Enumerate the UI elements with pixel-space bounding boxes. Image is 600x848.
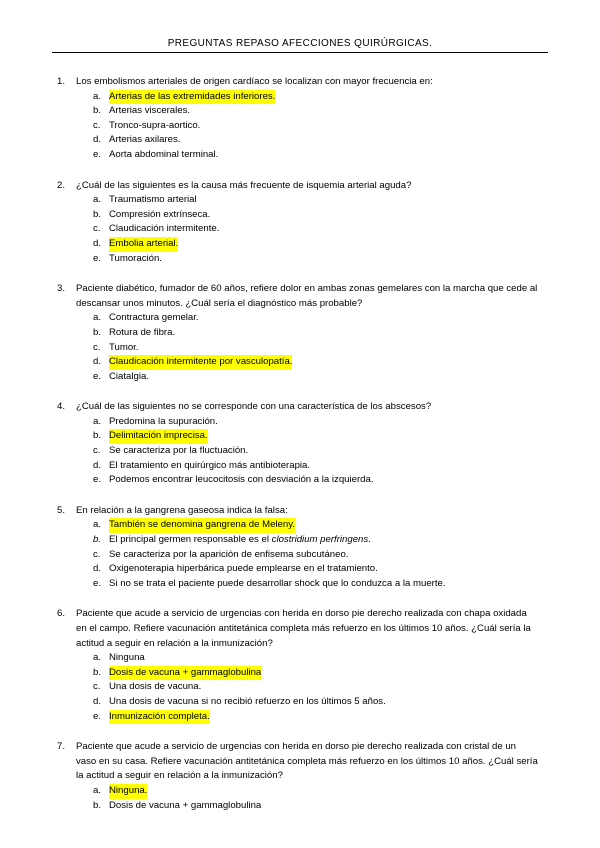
question-2 [0, 179, 600, 267]
answer-option [0, 341, 600, 356]
question-1 [0, 75, 600, 163]
answer-option [0, 193, 600, 208]
question-7 [0, 740, 600, 813]
highlighted-answer-text [109, 355, 292, 370]
question-number: 4. [57, 401, 66, 413]
option-text [109, 415, 218, 430]
option-text-main: Ninguna. [109, 784, 148, 796]
answer-option [0, 666, 600, 681]
option-text-main: Una dosis de vacuna si no recibió refuerzo en los últimos 5 años. [109, 695, 386, 707]
question-text: Paciente que acude a servicio de urgencias con herida en dorso pie derecho realizada con chapa oxidada en el campo. Refiere vacunación antitetánica completa más refuerzo en los últimos 10 años. ¿Cuál sería la actitud a seguir en relación a la inmunización? [76, 608, 531, 649]
option-letter: b. [93, 208, 102, 220]
option-text-main: Arterias viscerales. [109, 105, 191, 117]
question-4 [0, 400, 600, 488]
answer-option [0, 326, 600, 341]
option-letter: b. [93, 430, 102, 442]
option-text-main: Traumatismo arterial [109, 194, 197, 206]
option-text [109, 326, 175, 341]
option-letter: e. [93, 710, 102, 722]
option-letter: c. [93, 341, 101, 353]
option-letter: d. [93, 695, 102, 707]
answer-option [0, 311, 600, 326]
option-text-main: Delimitación imprecisa. [109, 430, 208, 442]
option-text-main: Una dosis de vacuna. [109, 681, 202, 693]
answer-option [0, 548, 600, 563]
option-text-main: Se caracteriza por la fluctuación. [109, 445, 249, 457]
highlighted-answer-text [109, 666, 261, 681]
highlighted-answer-text [109, 237, 178, 252]
option-text-main: Tumoración. [109, 252, 162, 264]
option-text-main: El tratamiento en quirúrgico más antibioterapia. [109, 459, 311, 471]
highlighted-answer-text [109, 784, 147, 799]
answer-option [0, 237, 600, 252]
option-letter: c. [93, 223, 101, 235]
answer-option [0, 119, 600, 134]
option-text [109, 133, 180, 148]
option-text-main: Dosis de vacuna + gammaglobulina [109, 799, 262, 811]
option-letter: a. [93, 415, 102, 427]
option-letter: a. [93, 90, 102, 102]
answer-option [0, 651, 600, 666]
option-letter: c. [93, 119, 101, 131]
option-letter: a. [93, 519, 102, 531]
answer-option [0, 208, 600, 223]
question-number: 5. [57, 504, 66, 516]
option-text [109, 148, 218, 163]
option-letter: c. [93, 548, 101, 560]
option-text [109, 680, 201, 695]
option-letter: a. [93, 652, 102, 664]
option-text-main: Ninguna [109, 652, 145, 664]
option-letter: e. [93, 577, 102, 589]
option-text [109, 208, 210, 223]
option-letter: b. [93, 534, 102, 546]
option-text-main: El principal germen responsable es el [109, 534, 272, 546]
option-text-main: Predomina la supuración. [109, 415, 218, 427]
option-letter: e. [93, 370, 102, 382]
option-text-main: Se caracteriza por la aparición de enfisema subcutáneo. [109, 548, 349, 560]
option-letter: e. [93, 252, 102, 264]
answer-option [0, 429, 600, 444]
option-list [0, 651, 600, 724]
option-letter: b. [93, 799, 102, 811]
option-letter: e. [93, 148, 102, 160]
option-list [0, 415, 600, 488]
answer-option [0, 444, 600, 459]
highlighted-answer-text [109, 710, 210, 725]
answer-option [0, 252, 600, 267]
option-text-main: Podemos encontrar leucocitosis con desviación a la izquierda. [109, 474, 374, 486]
question-6 [0, 607, 600, 724]
option-letter: e. [93, 474, 102, 486]
question-text: Paciente que acude a servicio de urgencias con herida en dorso pie derecho realizada con cristal de un vaso en su casa. Refiere vacunación antitetánica completa más refuerzo en los últimos 10 años. ¿Cuál sería la actitud a seguir en relación a la inmunización? [76, 741, 538, 782]
option-letter: c. [93, 681, 101, 693]
question-5 [0, 504, 600, 592]
option-text-main: Dosis de vacuna + gammaglobulina [109, 666, 262, 678]
page-header: PREGUNTAS REPASO AFECCIONES QUIRÚRGICAS. [167, 38, 433, 49]
highlighted-answer-text [109, 518, 295, 533]
option-text [109, 104, 190, 119]
answer-option [0, 784, 600, 799]
option-text [109, 562, 378, 577]
option-text [109, 341, 139, 356]
option-letter: d. [93, 563, 102, 575]
question-number: 6. [57, 608, 66, 620]
option-letter: d. [93, 237, 102, 249]
option-letter: a. [93, 194, 102, 206]
question-list [0, 75, 600, 829]
option-text [109, 222, 219, 237]
option-letter: b. [93, 105, 102, 117]
option-text-main: Arterias de las extremidades inferiores. [109, 90, 276, 102]
answer-option [0, 695, 600, 710]
option-letter: b. [93, 326, 102, 338]
option-list [0, 193, 600, 266]
option-text-main: También se denomina gangrena de Meleny. [109, 519, 295, 531]
option-letter: b. [93, 666, 102, 678]
question-text: ¿Cuál de las siguientes no se corresponde con una característica de los abscesos? [76, 401, 432, 413]
option-text [109, 311, 199, 326]
option-letter: d. [93, 459, 102, 471]
answer-option [0, 710, 600, 725]
answer-option [0, 148, 600, 163]
option-text-main: Aorta abdominal terminal. [109, 148, 219, 160]
answer-option [0, 90, 600, 105]
option-text [109, 651, 145, 666]
answer-option [0, 104, 600, 119]
option-text-main: Claudicación intermitente. [109, 223, 220, 235]
option-text-main: Inmunización completa. [109, 710, 210, 722]
question-text: En relación a la gangrena gaseosa indica la falsa: [76, 504, 288, 516]
option-list [0, 518, 600, 591]
answer-option [0, 355, 600, 370]
option-text-main: Arterias axilares. [109, 134, 181, 146]
answer-option [0, 459, 600, 474]
highlighted-answer-text [109, 429, 208, 444]
option-text [109, 370, 149, 385]
highlighted-answer-text [109, 90, 275, 105]
option-text [109, 548, 348, 563]
option-text [109, 444, 248, 459]
option-text [109, 252, 162, 267]
answer-option [0, 680, 600, 695]
question-number: 3. [57, 283, 66, 295]
answer-option [0, 533, 600, 548]
answer-option [0, 577, 600, 592]
option-letter: a. [93, 312, 102, 324]
answer-option [0, 473, 600, 488]
option-text-main: Claudicación intermitente por vasculopatía. [109, 356, 293, 368]
answer-option [0, 370, 600, 385]
answer-option [0, 518, 600, 533]
header-rule [52, 52, 548, 53]
option-text-main: Si no se trata el paciente puede desarrollar shock que lo conduzca a la muerte. [109, 577, 446, 589]
option-text [109, 473, 374, 488]
answer-option [0, 415, 600, 430]
option-text-main: Rotura de fibra. [109, 326, 176, 338]
option-letter: d. [93, 134, 102, 146]
question-3 [0, 282, 600, 384]
option-text [109, 577, 446, 592]
option-letter: a. [93, 784, 102, 796]
option-text-main: Compresión extrínseca. [109, 208, 211, 220]
option-text [109, 193, 197, 208]
option-text [109, 799, 261, 814]
option-text-main: Ciatalgia. [109, 370, 149, 382]
question-text: ¿Cuál de las siguientes es la causa más frecuente de isquemia arterial aguda? [76, 179, 412, 191]
answer-option [0, 133, 600, 148]
option-text [109, 695, 386, 710]
question-number: 2. [57, 179, 66, 191]
question-text: Los embolismos arteriales de origen cardíaco se localizan con mayor frecuencia en: [76, 76, 433, 87]
option-text-main: Oxigenoterapia hiperbárica puede emplearse en el tratamiento. [109, 563, 378, 575]
option-text-main: Contractura gemelar. [109, 312, 199, 324]
option-text-main: Tronco-supra-aortico. [109, 119, 201, 131]
option-text [109, 459, 310, 474]
option-letter: c. [93, 445, 101, 457]
question-number: 7. [57, 741, 66, 753]
option-list [0, 784, 600, 813]
answer-option [0, 222, 600, 237]
option-text [109, 533, 371, 548]
question-number: 1. [57, 76, 66, 87]
option-text-italic: clostridium perfringens [271, 534, 369, 546]
option-text-suffix: . [368, 534, 371, 546]
option-text-main: Embolia arterial. [109, 237, 179, 249]
option-text-main: Tumor. [109, 341, 139, 353]
option-list [0, 90, 600, 163]
option-list [0, 311, 600, 384]
question-text: Paciente diabético, fumador de 60 años, refiere dolor en ambas zonas gemelares con la marcha que cede al descansar unos minutos. ¿Cuál sería el diagnóstico más probable? [76, 283, 538, 309]
answer-option [0, 562, 600, 577]
answer-option [0, 799, 600, 814]
option-text [109, 119, 200, 134]
option-letter: d. [93, 356, 102, 368]
